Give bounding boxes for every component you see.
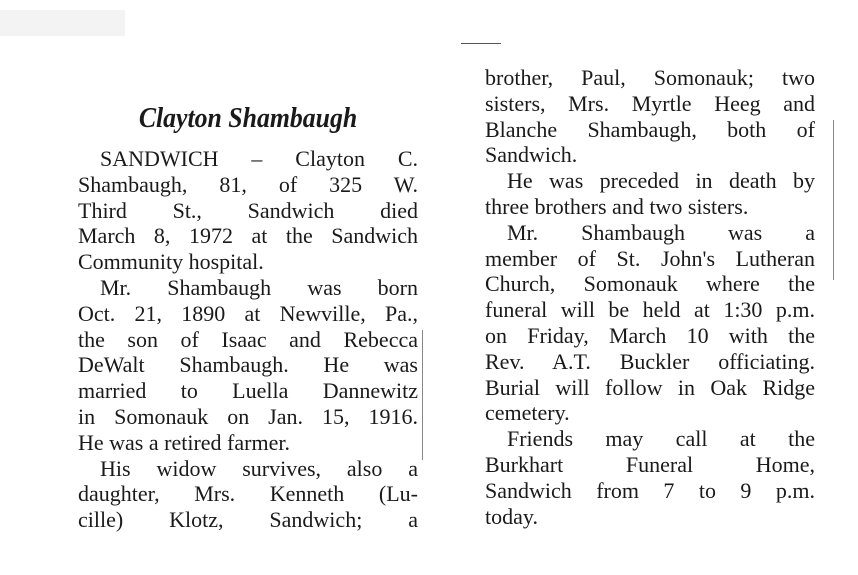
clipping-edge	[422, 330, 423, 460]
clipping-edge	[833, 120, 834, 280]
text-line: Blanche Shambaugh, both of	[485, 116, 815, 142]
text-line: married to Luella Dannewitz	[78, 378, 418, 404]
text-line: brother, Paul, Somonauk; two	[485, 65, 815, 90]
text-line: His widow survives, also a	[100, 455, 418, 481]
text-line: in Somonauk on Jan. 15, 1916.	[78, 403, 418, 429]
text-line: Friends may call at the	[507, 426, 815, 452]
text-line: Burkhart Funeral Home,	[485, 451, 815, 477]
text-line: cille) Klotz, Sandwich; a	[78, 507, 418, 533]
scan-patch	[0, 10, 125, 36]
text-line: He was a retired farmer.	[78, 429, 290, 455]
column-rule	[461, 43, 501, 44]
left-column	[78, 146, 418, 533]
right-column	[485, 65, 815, 529]
obituary-headline: Clayton Shambaugh	[138, 103, 358, 134]
text-line: Third St., Sandwich died	[78, 197, 418, 223]
text-line: Church, Somonauk where the	[485, 271, 815, 297]
text-line: Shambaugh, 81, of 325 W.	[78, 171, 418, 197]
text-line: sisters, Mrs. Myrtle Heeg and	[485, 90, 815, 116]
text-line: Mr. Shambaugh was born	[100, 274, 418, 300]
text-line: March 8, 1972 at the Sandwich	[78, 223, 418, 249]
text-line: Rev. A.T. Buckler officiating.	[485, 348, 815, 374]
text-line: three brothers and two sisters.	[485, 193, 749, 219]
text-line: funeral will be held at 1:30 p.m.	[485, 297, 815, 323]
text-line: member of St. John's Lutheran	[485, 245, 815, 271]
text-line: Oct. 21, 1890 at Newville, Pa.,	[78, 300, 418, 326]
text-line: cemetery.	[485, 400, 570, 426]
text-line: Community hospital.	[78, 249, 264, 275]
text-line: today.	[485, 503, 538, 529]
text-line: DeWalt Shambaugh. He was	[78, 352, 418, 378]
text-line: Burial will follow in Oak Ridge	[485, 374, 815, 400]
text-line: Sandwich from 7 to 9 p.m.	[485, 477, 815, 503]
text-line: He was preceded in death by	[507, 168, 815, 194]
text-line: SANDWICH – Clayton C.	[100, 146, 418, 171]
text-line: on Friday, March 10 with the	[485, 322, 815, 348]
text-line: Sandwich.	[485, 142, 578, 168]
text-line: the son of Isaac and Rebecca	[78, 326, 418, 352]
text-line: Mr. Shambaugh was a	[507, 219, 815, 245]
text-line: daughter, Mrs. Kenneth (Lu-	[78, 481, 418, 507]
